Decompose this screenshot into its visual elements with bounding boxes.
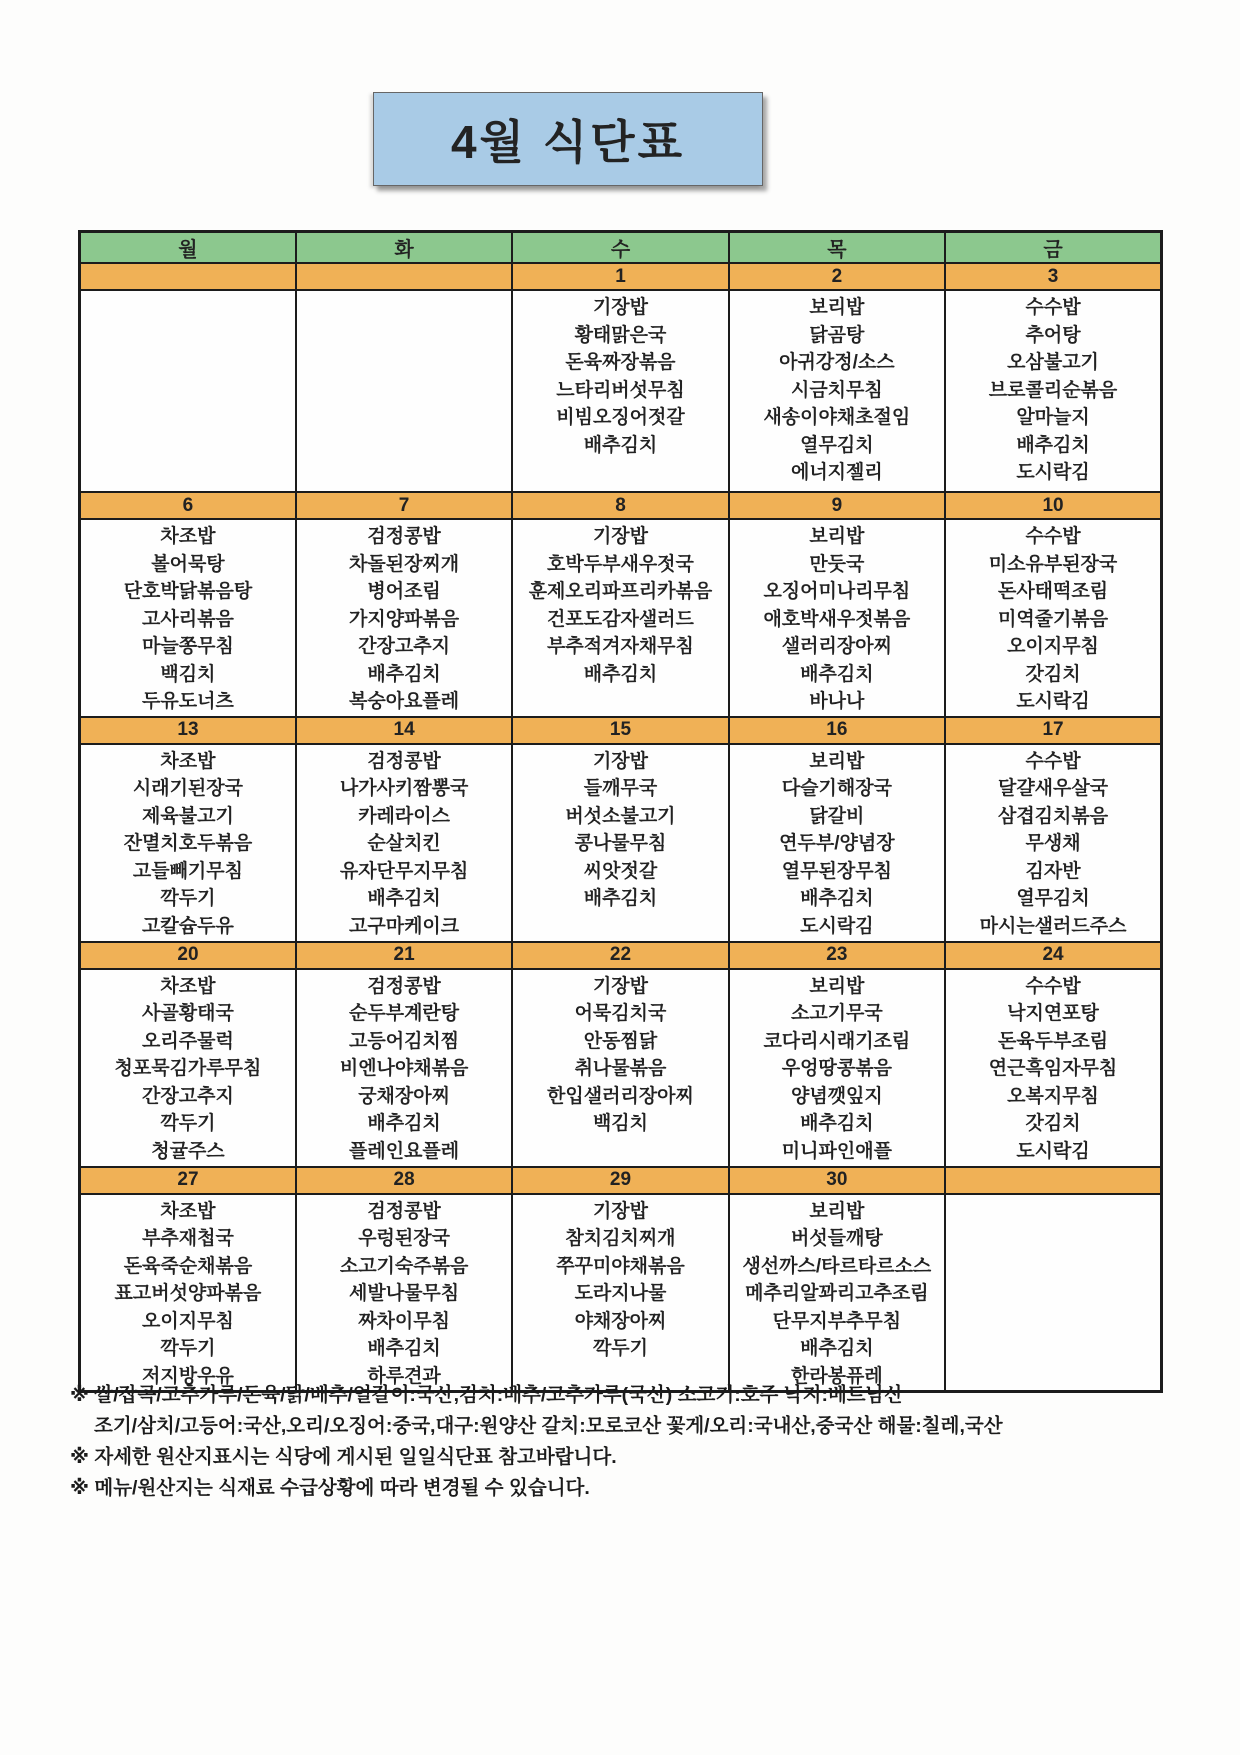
menu-cell: [512, 1194, 728, 1392]
date-cell: [945, 1167, 1161, 1194]
date-cell: 15: [512, 717, 728, 744]
menu-item: 시래기된장국: [132, 778, 243, 799]
menu-item: 배추김치: [583, 888, 658, 909]
menu-cell: [729, 969, 945, 1167]
menu-item: 두유도너츠: [142, 691, 234, 712]
menu-item: 잔멸치호두볶음: [123, 833, 253, 854]
menu-cell: [945, 519, 1161, 717]
menu-cell: [296, 969, 512, 1167]
menu-item: 차조밥: [160, 526, 216, 547]
menu-item: 양념깻잎지: [790, 1085, 883, 1107]
menu-item: 무생채: [1025, 833, 1081, 854]
menu-item: 브로콜리순볶음: [988, 379, 1118, 401]
date-cell: 9: [729, 492, 945, 519]
menu-cell: [945, 290, 1161, 492]
date-cell: 2: [729, 263, 945, 290]
menu-item: 달걀새우살국: [997, 778, 1109, 799]
date-cell: [296, 263, 512, 290]
menu-cell: [729, 290, 945, 492]
date-cell: [80, 263, 296, 290]
menu-item: 표고버섯양파볶음: [114, 1283, 262, 1304]
weekday-header-row: [80, 232, 1162, 264]
menu-item: 배추김치: [800, 1113, 874, 1134]
page-title-text: 4월 식단표: [450, 116, 686, 168]
menu-item: 삼겹김치볶음: [997, 805, 1109, 827]
menu-item: 배추김치: [583, 663, 658, 685]
menu-item: 돈육두부조림: [997, 1030, 1109, 1052]
menu-item: 추어탕: [1025, 324, 1081, 346]
menu-item: 저지방우유: [142, 1365, 234, 1387]
menu-item: 비빔오징어젓갈: [556, 407, 685, 428]
menu-item: 하루견과: [367, 1365, 441, 1387]
menu-cell: [512, 744, 728, 942]
menu-item: 참치김치찌개: [565, 1228, 676, 1249]
menu-item: 수수밥: [1025, 975, 1081, 997]
date-row: [80, 1167, 1162, 1194]
menu-item: 배추김치: [367, 663, 441, 685]
date-row: [80, 942, 1162, 969]
menu-item: 카레라이스: [358, 805, 450, 827]
menu-item: 사골황태국: [142, 1003, 234, 1024]
date-cell: 3: [945, 263, 1161, 290]
date-row: [80, 717, 1162, 744]
date-cell: 24: [945, 942, 1161, 969]
menu-item: 기장밥: [592, 1200, 648, 1222]
menu-item: 호박두부새우젓국: [547, 553, 694, 575]
menu-table: [78, 230, 1163, 1393]
menu-item: 검정콩밥: [367, 750, 441, 772]
menu-cell: [296, 519, 512, 717]
menu-item: 버섯들깨탕: [790, 1228, 883, 1249]
menu-item: 깍두기: [160, 888, 216, 909]
menu-item: 깍두기: [592, 1338, 648, 1359]
menu-item: 훈제오리파프리카볶음: [528, 581, 713, 602]
menu-item: 궁채장아찌: [358, 1085, 450, 1107]
menu-item: 들깨무국: [583, 778, 658, 799]
menu-item: 고등어김치찜: [349, 1030, 460, 1052]
footnote: ※ 쌀/잡곡/고추가루/돈육/닭/배추/얼갈이:국산,김치:배추/고추가루(국산) 소고기:호주 낙지:베트남산: [70, 1384, 904, 1406]
menu-item: 배추김치: [800, 663, 874, 685]
menu-item: 돈육짜장볶음: [565, 352, 676, 373]
menu-item: 열무김치: [800, 434, 874, 456]
menu-cell: [296, 290, 512, 492]
menu-item: 샐러리장아찌: [781, 636, 892, 657]
menu-item: 배추김치: [367, 1338, 441, 1359]
date-cell: 14: [296, 717, 512, 744]
menu-item: 검정콩밥: [367, 526, 441, 547]
menu-item: 배추김치: [800, 1338, 874, 1359]
menu-item: 새송이야채초절임: [763, 407, 911, 428]
menu-cell: [80, 969, 296, 1167]
menu-item: 유자단무지무침: [339, 860, 469, 882]
date-cell: 21: [296, 942, 512, 969]
date-cell: 17: [945, 717, 1161, 744]
menu-item: 기장밥: [592, 526, 648, 547]
date-cell: 27: [80, 1167, 296, 1194]
menu-item: 차조밥: [160, 1200, 216, 1222]
menu-item: 청귤주스: [151, 1140, 225, 1162]
menu-cell: [729, 519, 945, 717]
menu-item: 김자반: [1025, 860, 1081, 882]
menu-item: 보리밥: [809, 526, 865, 547]
date-cell: 13: [80, 717, 296, 744]
menu-item: 복숭아요플레: [349, 691, 460, 712]
menu-item: 고들빼기무침: [132, 860, 243, 882]
menu-item: 건포도감자샐러드: [547, 608, 694, 630]
menu-item: 순살치킨: [367, 833, 441, 854]
footnote: ※ 자세한 원산지표시는 식당에 게시된 일일식단표 참고바랍니다.: [70, 1446, 617, 1468]
menu-item: 아귀강정/소스: [779, 352, 895, 373]
menu-item: 간장고추지: [358, 636, 450, 657]
menu-item: 수수밥: [1025, 526, 1081, 547]
menu-item: 도라지나물: [574, 1283, 667, 1304]
menu-item: 깍두기: [160, 1338, 216, 1359]
menu-item: 소고기무국: [790, 1003, 883, 1024]
menu-cell: [512, 969, 728, 1167]
menu-item: 도시락김: [1016, 1140, 1090, 1162]
menu-cell: [80, 519, 296, 717]
menu-item: 보리밥: [809, 750, 865, 772]
menu-item: 고사리볶음: [142, 608, 234, 630]
menu-item: 소고기숙주볶음: [339, 1255, 469, 1277]
menu-item: 오삼불고기: [1007, 352, 1099, 373]
menu-item: 병어조림: [367, 581, 441, 602]
weekday-header-1: 월: [80, 232, 296, 264]
menu-item: 오징어미나리무침: [763, 581, 911, 602]
menu-item: 깍두기: [160, 1113, 216, 1134]
menu-item: 버섯소불고기: [565, 805, 676, 827]
menu-cell: [512, 519, 728, 717]
weekday-header-4: 목: [729, 232, 945, 264]
menu-item: 한라봉퓨레: [790, 1365, 883, 1387]
menu-item: 기장밥: [592, 297, 648, 318]
menu-item: 배추김치: [583, 434, 658, 456]
menu-item: 미소유부된장국: [988, 553, 1118, 575]
menu-cell: [80, 290, 296, 492]
menu-item: 기장밥: [592, 975, 648, 997]
weekday-header-5: 금: [945, 232, 1161, 264]
weekday-header-2: 화: [296, 232, 512, 264]
menu-item: 메추리알꽈리고추조림: [745, 1283, 929, 1304]
date-cell: 10: [945, 492, 1161, 519]
menu-item: 부추적겨자채무침: [547, 636, 694, 657]
menu-item: 야채장아찌: [574, 1310, 667, 1332]
menu-cell: [80, 744, 296, 942]
menu-table-body: [80, 263, 1162, 1392]
menu-item: 플레인요플레: [349, 1140, 460, 1162]
menu-cell: [729, 744, 945, 942]
menu-row: [80, 519, 1162, 717]
footnote: ※ 메뉴/원산지는 식재료 수급상황에 따라 변경될 수 있습니다.: [70, 1477, 590, 1499]
menu-item: 느타리버섯무침: [556, 379, 685, 401]
date-cell: 23: [729, 942, 945, 969]
date-cell: 22: [512, 942, 728, 969]
menu-item: 코다리시래기조림: [763, 1030, 911, 1052]
menu-item: 검정콩밥: [367, 975, 441, 997]
menu-item: 순두부계란탕: [349, 1003, 460, 1024]
menu-item: 황태맑은국: [574, 324, 667, 346]
menu-item: 열무김치: [1016, 888, 1090, 909]
menu-item: 어묵김치국: [574, 1003, 667, 1024]
menu-item: 차조밥: [160, 975, 216, 997]
date-cell: 29: [512, 1167, 728, 1194]
menu-item: 마시는샐러드주스: [979, 915, 1127, 937]
menu-item: 안동찜닭: [583, 1030, 658, 1052]
menu-row: [80, 290, 1162, 492]
menu-item: 배추김치: [367, 888, 441, 909]
menu-item: 도시락김: [1016, 691, 1090, 712]
menu-item: 돈사태떡조림: [997, 581, 1109, 602]
menu-item: 배추김치: [367, 1113, 441, 1134]
date-row: [80, 492, 1162, 519]
page-title: [373, 92, 763, 186]
menu-item: 가지양파볶음: [349, 608, 460, 630]
date-cell: 6: [80, 492, 296, 519]
menu-item: 에너지젤리: [790, 462, 883, 483]
menu-row: [80, 1194, 1162, 1392]
menu-item: 볼어묵탕: [151, 553, 225, 575]
menu-item: 차조밥: [160, 750, 216, 772]
menu-item: 연근흑임자무침: [988, 1058, 1118, 1079]
menu-cell: [512, 290, 728, 492]
menu-item: 부추재첩국: [142, 1228, 234, 1249]
menu-item: 생선까스/타르타르소스: [742, 1255, 932, 1277]
menu-item: 제육불고기: [142, 805, 234, 827]
menu-item: 한입샐러리장아찌: [547, 1085, 694, 1107]
menu-item: 돈육죽순채볶음: [123, 1255, 253, 1277]
menu-item: 닭곰탕: [809, 324, 865, 346]
menu-cell: [945, 1194, 1161, 1392]
menu-item: 고구마케이크: [349, 915, 460, 937]
menu-item: 짜차이무침: [358, 1310, 450, 1332]
date-cell: 28: [296, 1167, 512, 1194]
menu-item: 배추김치: [800, 888, 874, 909]
menu-item: 취나물볶음: [574, 1058, 667, 1079]
menu-cell: [296, 744, 512, 942]
menu-item: 보리밥: [809, 1200, 865, 1222]
menu-item: 만둣국: [809, 553, 865, 575]
menu-item: 비엔나야채볶음: [339, 1058, 469, 1079]
menu-cell: [80, 1194, 296, 1392]
menu-item: 청포묵김가루무침: [114, 1058, 262, 1079]
menu-item: 기장밥: [592, 750, 648, 772]
footnotes: [70, 1380, 1195, 1504]
menu-item: 오리주물럭: [142, 1030, 234, 1052]
menu-cell: [945, 969, 1161, 1167]
menu-row: [80, 744, 1162, 942]
date-cell: 30: [729, 1167, 945, 1194]
footnote: 조기/삼치/고등어:국산,오리/오징어:중국,대구:원양산 갈치:모로코산 꽃게/오리:국내산,중국산 해물:칠레,국산: [94, 1415, 1003, 1437]
menu-item: 갓김치: [1025, 663, 1081, 685]
menu-item: 우엉땅콩볶음: [781, 1058, 892, 1079]
menu-item: 알마늘지: [1016, 407, 1090, 428]
menu-item: 백김치: [592, 1113, 648, 1134]
menu-item: 콩나물무침: [574, 833, 667, 854]
menu-item: 씨앗젓갈: [583, 860, 658, 882]
menu-item: 다슬기해장국: [781, 778, 892, 799]
menu-item: 미니파인애플: [781, 1140, 892, 1162]
menu-item: 시금치무침: [790, 379, 883, 401]
menu-item: 열무된장무침: [781, 860, 892, 882]
menu-item: 수수밥: [1025, 750, 1081, 772]
menu-item: 차돌된장찌개: [349, 553, 460, 575]
menu-item: 미역줄기볶음: [997, 608, 1109, 630]
menu-item: 마늘쫑무침: [142, 636, 234, 657]
menu-item: 보리밥: [809, 975, 865, 997]
menu-item: 도시락김: [800, 915, 874, 937]
menu-item: 고칼슘두유: [142, 915, 234, 937]
menu-item: 백김치: [160, 663, 216, 685]
menu-item: 갓김치: [1025, 1113, 1081, 1134]
menu-item: 검정콩밥: [367, 1200, 441, 1222]
menu-cell: [945, 744, 1161, 942]
menu-cell: [296, 1194, 512, 1392]
menu-item: 우렁된장국: [358, 1228, 450, 1249]
menu-item: 오이지무침: [1007, 636, 1099, 657]
menu-item: 수수밥: [1025, 297, 1081, 318]
menu-item: 보리밥: [809, 297, 865, 318]
menu-item: 오이지무침: [142, 1310, 234, 1332]
menu-item: 바나나: [809, 691, 865, 712]
date-row: [80, 263, 1162, 290]
menu-item: 도시락김: [1016, 462, 1090, 483]
menu-item: 단호박닭볶음탕: [123, 581, 253, 602]
date-cell: 1: [512, 263, 728, 290]
menu-item: 쭈꾸미야채볶음: [556, 1255, 685, 1277]
menu-item: 나가사키짬뽕국: [339, 778, 469, 799]
menu-item: 낙지연포탕: [1007, 1003, 1099, 1024]
date-cell: 20: [80, 942, 296, 969]
menu-item: 연두부/양념장: [779, 833, 895, 854]
menu-item: 배추김치: [1016, 434, 1090, 456]
menu-item: 애호박새우젓볶음: [763, 608, 911, 630]
weekday-header-3: 수: [512, 232, 728, 264]
date-cell: 7: [296, 492, 512, 519]
date-cell: 8: [512, 492, 728, 519]
menu-item: 세발나물무침: [349, 1283, 460, 1304]
menu-item: 닭갈비: [809, 805, 865, 827]
date-cell: 16: [729, 717, 945, 744]
menu-item: 단무지부추무침: [772, 1310, 902, 1332]
menu-item: 오복지무침: [1007, 1085, 1099, 1107]
menu-row: [80, 969, 1162, 1167]
menu-item: 간장고추지: [142, 1085, 234, 1107]
menu-cell: [729, 1194, 945, 1392]
